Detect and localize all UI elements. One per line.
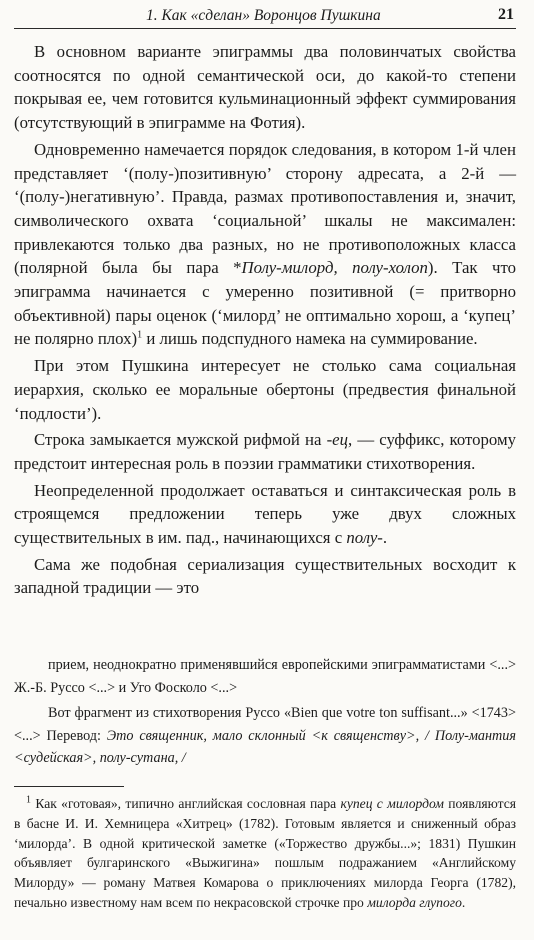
- quote-paragraph-2: [14, 702, 516, 770]
- paragraph-6: Сама же подобная сериализация существительных восходит к западной традиции — это: [14, 554, 516, 598]
- block-quote: [14, 654, 516, 770]
- paragraph-5: [14, 479, 516, 550]
- paragraph-5-text-b: .: [382, 528, 388, 548]
- running-header: [14, 6, 516, 29]
- page-number: 21: [498, 6, 514, 23]
- footnote-italic-b: милорда глупого: [367, 894, 462, 910]
- paragraph-2-text-c: и лишь подспудного намека на суммирование.: [142, 329, 478, 349]
- paragraph-5-text-a: Неопределенной продолжает оставаться и синтаксическая роль в строящемся предложении теперь уже двух сложных существительных в им. пад., начинающихся с: [14, 480, 516, 548]
- footnote-divider: [14, 786, 124, 787]
- paragraph-4-italic: -ец: [326, 430, 349, 450]
- paragraph-1: В основном варианте эпиграммы два половинчатых свойства соотносятся по одной семантической оси, до какой-то степени покрывая ее, чем готовится кульминационный эффект суммирования (отсутствующий в эпиграмме на Фотия).: [14, 42, 516, 133]
- footnote-italic-a: купец с милордом: [340, 796, 444, 811]
- footnote-1: [14, 794, 516, 913]
- paragraph-4-text-a: Строка замыкается мужской рифмой на: [34, 430, 327, 450]
- footnote-text-b: появляются в басне И. И. Хемницера «Хитрец» (1782). Готовым является и сниженный образ ‘милорда’. В одной критической заметке («Торжество дружбы...»; 1831) Пушкин объявляет булгаринского «Выжигина» пошлым подражанием «Английскому Милорду» — роману Матвея Комарова о приключениях милорда Георга (1782), печально известному нам всем по некрасовской строчке про: [14, 796, 516, 910]
- quote-paragraph-1: прием, неоднократно применявшийся европейскими эпиграмматистами <...> Ж.-Б. Руссо <...> и Уго Фосколо <...>: [14, 657, 516, 696]
- footnote-text-a: Как «готовая», типично английская сословная пара: [31, 796, 341, 811]
- footnote-reference[interactable]: 1: [137, 329, 143, 341]
- quote-2-text: Вот фрагмент из стихотворения Руссо «Bien que votre ton suffisant...» <1743> <...> Перевод:: [14, 705, 516, 744]
- paragraph-2-text-a: Одновременно намечается порядок следования, в котором 1-й член представляет ‘(полу-)позитивную’ сторону адресата, а 2-й — ‘(полу-)негативную’. Правда, размах противопоставления и, значит, символического охвата ‘социальной’ шкалы не максимален: привлекаются только два разных, но не противоположных класса (полярной была бы пара *: [14, 139, 516, 278]
- quote-2-italic: Это священник, мало склонный <к священству>, / Полу-мантия <судейская>, полу-сутана, /: [14, 727, 516, 766]
- paragraph-2: [14, 138, 516, 351]
- footnote-marker: 1: [26, 794, 31, 806]
- paragraph-2-text-b: ). Так что эпиграмма начинается с умеренно позитивной (= притворно объективной) пары оценок (‘милорд’ не оптимально хорош, а ‘купец’ не полярно плох): [14, 258, 516, 349]
- paragraph-2-italic-a: Полу-милорд, полу-холоп: [241, 258, 428, 278]
- main-text: [14, 40, 516, 600]
- running-title: 1. Как «сделан» Воронцов Пушкина: [146, 7, 381, 24]
- paragraph-5-italic: полу-: [346, 528, 383, 548]
- footnote-text-c: .: [461, 894, 466, 910]
- paragraph-4-text-b: , — суффикс, которому предстоит интересная роль в поэзии грамматики стихотворения.: [14, 430, 517, 473]
- footnote-text: [14, 794, 516, 913]
- paragraph-4: [14, 428, 516, 475]
- paragraph-3: При этом Пушкина интересует не столько сама социальная иерархия, сколько ее моральные обертоны (предвестия финальной ‘подлости’).: [14, 356, 516, 423]
